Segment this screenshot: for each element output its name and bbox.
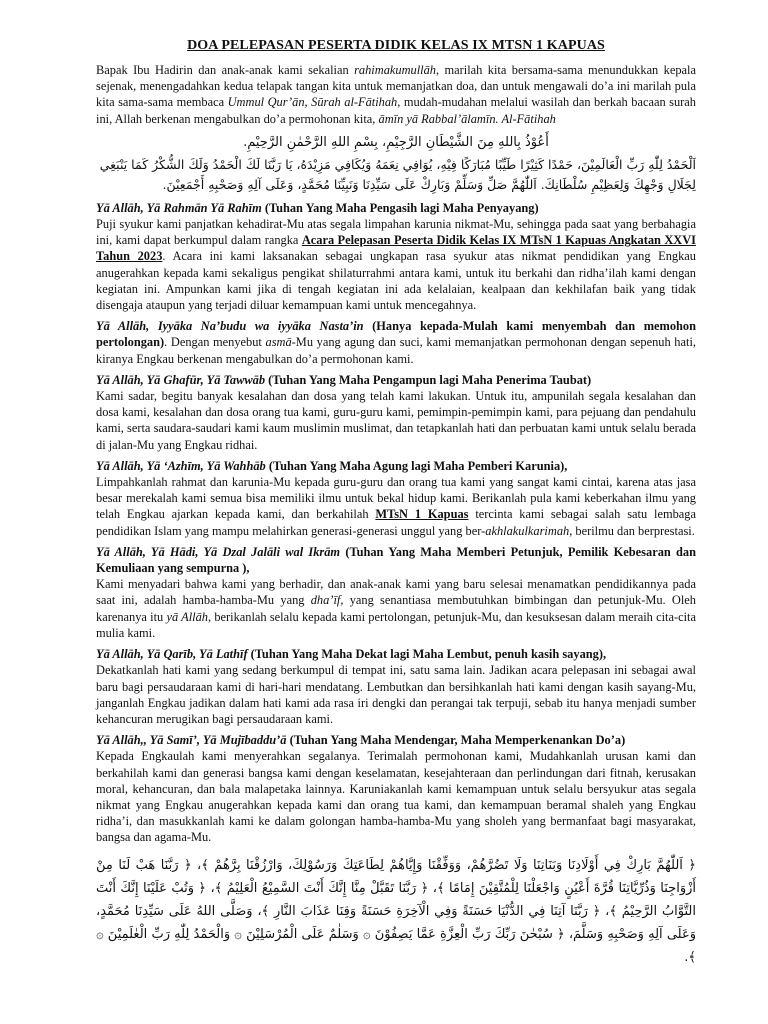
section-7-body	[96, 748, 696, 845]
section-7-heading	[96, 732, 696, 748]
intro-italic: rahimakumullāh	[354, 63, 437, 77]
section-2-heading	[96, 318, 696, 367]
section-4-body	[96, 474, 696, 539]
section-3-body	[96, 388, 696, 453]
section-text: Limpahkanlah rahmat dan karunia-Mu kepada guru-guru dan orang tua kami yang sangat kami cintai, karena atas jasa besar merekalah kami semua bisa memiliki ilmu untuk bekal hidup kami. Berikanlah pula kami keberkahan ilmu yang telah Engkau ajarkan kepada kami, dan berkahilah	[96, 475, 696, 522]
section-text: Kami sadar, begitu banyak kesalahan dan dosa yang telah kami lakukan. Untuk itu, ampunilah segala kesalahan dan dosa kami, kesalahan dan dosa orang tua kami, guru-guru kami, pemimpin-pemimpin kami, para pejuang dan pendahulu kami, serta saudara-saudari kami kaum muslimin muslimat, dan tetapkanlah hati dan perbuatan kami untuk selalu berada di jalan-Mu yang Engkau ridhai.	[96, 389, 696, 452]
section-underlined: Acara Pelepasan Peserta Didik Kelas IX MTsN 1 Kapuas Angkatan XXVI Tahun 2023	[96, 233, 696, 264]
section-heading-text: (Tuhan Yang Maha Memberi Petunjuk, Pemilik Kebesaran dan Kemuliaan yang sempurna ),	[96, 544, 697, 576]
section-text: -Mu yang agung dan suci, kami memanjatkan permohonan dengan sepenuh hati, kiranya Engkau berkenan mengabulkan do’a permohonan kami.	[96, 335, 696, 366]
section-6-heading	[96, 646, 696, 662]
section-text: , berikanlah selalu kepada kami pertolongan, petunjuk-Mu, dan kesuksesan dalam meraih cita-cita mulia kami.	[96, 609, 696, 640]
section-heading-text: (Tuhan Yang Maha Pengasih lagi Maha Penyayang)	[261, 200, 539, 215]
section-5-heading	[96, 544, 696, 576]
section-heading-text: (Tuhan Yang Maha Pengampun lagi Maha Penerima Taubat)	[265, 372, 592, 387]
section-1-heading	[96, 200, 696, 216]
section-heading-italic: Yā Allāh, Yā Ghafūr, Yā Tawwāb	[96, 372, 266, 387]
section-heading-text: (Tuhan Yang Maha Agung lagi Maha Pemberi Karunia),	[265, 458, 568, 473]
section-heading-text: (Tuhan Yang Maha Dekat lagi Maha Lembut, penuh kasih sayang),	[247, 647, 607, 662]
section-5-body	[96, 576, 696, 641]
intro-text: Bapak Ibu Hadirin dan anak-anak kami sekalian	[96, 63, 355, 77]
section-italic: dha’īf,	[310, 593, 344, 608]
section-1-body	[96, 216, 696, 313]
intro-paragraph	[96, 62, 696, 127]
section-text: . Dengan menyebut	[164, 335, 266, 350]
intro-text: , marilah kita bersama-sama menundukkan kepala sejenak, menengadahkan kedua telapak tangan kita untuk memanjatkan doa, dan untuk mengawali do’a ini marilah pula kita sama-sama membaca	[96, 63, 697, 110]
section-heading-text: (Tuhan Yang Maha Mendengar, Maha Memperkenankan Do’a)	[286, 733, 626, 748]
intro-italic: Ummul Qur’ān, Sūrah al-Fātihah	[227, 95, 398, 110]
section-heading-italic: Yā Allāh, Iyyāka Na’budu wa iyyāka Nasta’in	[96, 319, 364, 334]
section-underlined: MTsN 1 Kapuas	[375, 507, 469, 522]
section-italic: yā Allāh	[166, 609, 208, 624]
arabic-hamdalah-shalawat: اَلْحَمْدُ لِلّٰهِ رَبِّ الْعَالَمِيْنَ، حَمْدًا كَثِيْرًا طَيِّبًا مُبَارَكًا فِيْهِ، يُوَافِي نِعَمَهُ وَيُكَافِي مَزِيْدَهُ، يَا رَبَّنَا لَكَ الْحَمْدُ وَلَكَ الشُّكْرُ كَمَا يَنْبَغِي لِجَلَالِ وَجْهِكَ وَلِعَظِيْمِ سُلْطَانِكَ. اَللّٰهُمَّ صَلِّ وَسَلِّمْ وَبَارِكْ عَلَى سَيِّدِنَا وَنَبِيِّنَا مُحَمَّدٍ، وَعَلَى آلِهِ وَصَحْبِهِ أَجْمَعِيْنَ.	[99, 156, 696, 192]
section-text: Kami menyadari bahwa kami yang berhadir, dan anak-anak kami yang baru selesai menamatkan pendidikannya pada saat ini, adalah hamba-hamba-Mu yang	[96, 577, 696, 608]
section-text: . Acara ini kami laksanakan sebagai ungkapan rasa syukur atas nikmat pendidikan yang Engkau anugerahkan kepada kami sekaligus pengikat shilaturrahmi antara kami, untuk itu berkahi dan ridha’ilah kami dengan kegiatan ini. Ampunkan kami jika di tengah kegiatan ini ada kelalaian, kealpaan dan kekhilafan baik yang tidak disengaja ataupun yang terjadi diluar kemampuan kami untuk mencegahnya.	[96, 249, 697, 313]
section-text: Puji syukur kami panjatkan kehadirat-Mu atas segala limpahan karunia nikmat-Mu, sehingga pada saat yang berbahagia ini, kami dapat berkumpul dalam rangka	[96, 217, 696, 248]
section-text: tercinta kami sebagai salah satu lembaga pendidikan Islam yang mampu melahirkan generasi-generasi unggul yang ber-	[96, 507, 696, 538]
section-italic: akhlakulkarimah	[485, 523, 570, 538]
section-heading-text: (Hanya kepada-Mulah kami menyembah dan memohon pertolongan)	[96, 319, 697, 350]
section-3-heading	[96, 372, 696, 388]
section-text: Dekatkanlah hati kami yang sedang berkumpul di tempat ini, satu sama lain. Jadikan acara pelepasan ini sebagai awal baru bagi persaudaraan kami di hari-hari mendatang. Lembutkan dan bersihkanlah hati kami dengan kasih sayang-Mu, janganlah Engkau jadikan dalam hati kami ada rasa iri dengki dan perangai tak terpuji, sebab itu hanya menjadi sumber kehancuran merugikan bagi persaudaraan kami.	[96, 663, 696, 726]
section-heading-italic: Yā Allāh, Yā ‘Azhīm, Yā Wahhāb	[96, 458, 266, 473]
section-italic: asmā	[265, 335, 292, 350]
section-6-body	[96, 662, 696, 727]
arabic-taawwudz-basmalah: أَعُوْذُ بِاللهِ مِنَ الشَّيْطَانِ الرَّجِيْمِ، بِسْمِ اللهِ الرَّحْمٰنِ الرَّحِيْمِ.	[243, 134, 549, 150]
section-heading-italic: Yā Allāh,, Yā Samī’, Yā Mujībaddu’ā	[96, 733, 287, 748]
section-text: yang senantiasa membutuhkan bimbingan dan petunjuk-Mu. Oleh karenanya itu	[96, 593, 696, 624]
section-heading-italic: Yā Allāh, Yā Rahmān Yā Rahīm	[96, 200, 262, 215]
section-text: , berilmu dan berprestasi.	[569, 523, 695, 538]
section-heading-italic: Yā Allāh, Yā Qarīb, Yā Lathīf	[96, 647, 248, 662]
document-title: DOA PELEPASAN PESERTA DIDIK KELAS IX MTSN 1 KAPUAS	[187, 38, 605, 53]
section-4-heading	[96, 458, 696, 474]
arabic-closing-prayer: ﴿ اَللّٰهُمَّ بَارِكْ فِي أَوْلَادِنَا وَبَنَاتِنَا وَلَا تَضُرَّهُمْ، وَوَفِّقْنَا وَإِيَّاهُمْ لِطَاعَتِكَ وَرَسُوْلِكَ، وَارْزُقْنَا بِرَّهُمْ ﴾، ﴿ رَبَّنَا هَبْ لَنَا مِنْ أَزْوَاجِنَا وَذُرِّيَّاتِنَا قُرَّةَ أَعْيُنٍ وَاجْعَلْنَا لِلْمُتَّقِيْنَ إِمَامًا ﴾، ﴿ رَبَّنَا تَقَبَّلْ مِنَّا إِنَّكَ أَنْتَ السَّمِيْعُ الْعَلِيْمُ ﴾، ﴿ وَتُبْ عَلَيْنَا إِنَّكَ أَنْتَ التَّوَّابُ الرَّحِيْمُ ﴾، ﴿ رَبَّنَا آتِنَا فِي الدُّنْيَا حَسَنَةً وَفِي الْآخِرَةِ حَسَنَةً وَقِنَا عَذَابَ النَّارِ ﴾، وَصَلَّى اللهُ عَلَى سَيِّدِنَا مُحَمَّدٍ، وَعَلَى آلِهِ وَصَحْبِهِ وَسَلَّمَ، ﴿ سُبْحٰنَ رَبِّكَ رَبِّ الْعِزَّةِ عَمَّا يَصِفُوْنَ ۞ وَسَلٰمٌ عَلَى الْمُرْسَلِيْنَ ۞ وَالْحَمْدُ لِلّٰهِ رَبِّ الْعٰلَمِيْنَ ۞ ﴾.	[96, 857, 696, 965]
section-text: Kepada Engkaulah kami menyerahkan segalanya. Terimalah permohonan kami, Mudahkanlah urusan kami dan berkahilah kami dan generasi bangsa kami dengan keselamatan, kesejahteraan dan perlindungan dari fitnah, kerusakan moral, kehancuran, dan bala malapetaka lainnya. Karuniakanlah kami kemampuan untuk selalu bersyukur atas segala nikmat yang Engkau anugerahkan kepada kami dan orang tua kami, dan kemampuan beramal shaleh yang Engkau ridha’i, dan masukkanlah kami ke dalam golongan hamba-hamba-Mu yang sholeh yang bermanfaat bagi masyarakat, bangsa dan agama-Mu.	[96, 749, 696, 845]
intro-text: , mudah-mudahan melalui wasilah dan berkah bacaan surah ini, Allah berkenan mengabulkan do’a permohonan kita,	[96, 95, 696, 126]
section-heading-italic: Yā Allāh, Yā Hādi, Yā Dzal Jalāli wal Ikrām	[96, 544, 341, 559]
intro-italic: āmīn yā Rabbal’ālamīn. Al-Fātihah	[378, 111, 556, 126]
